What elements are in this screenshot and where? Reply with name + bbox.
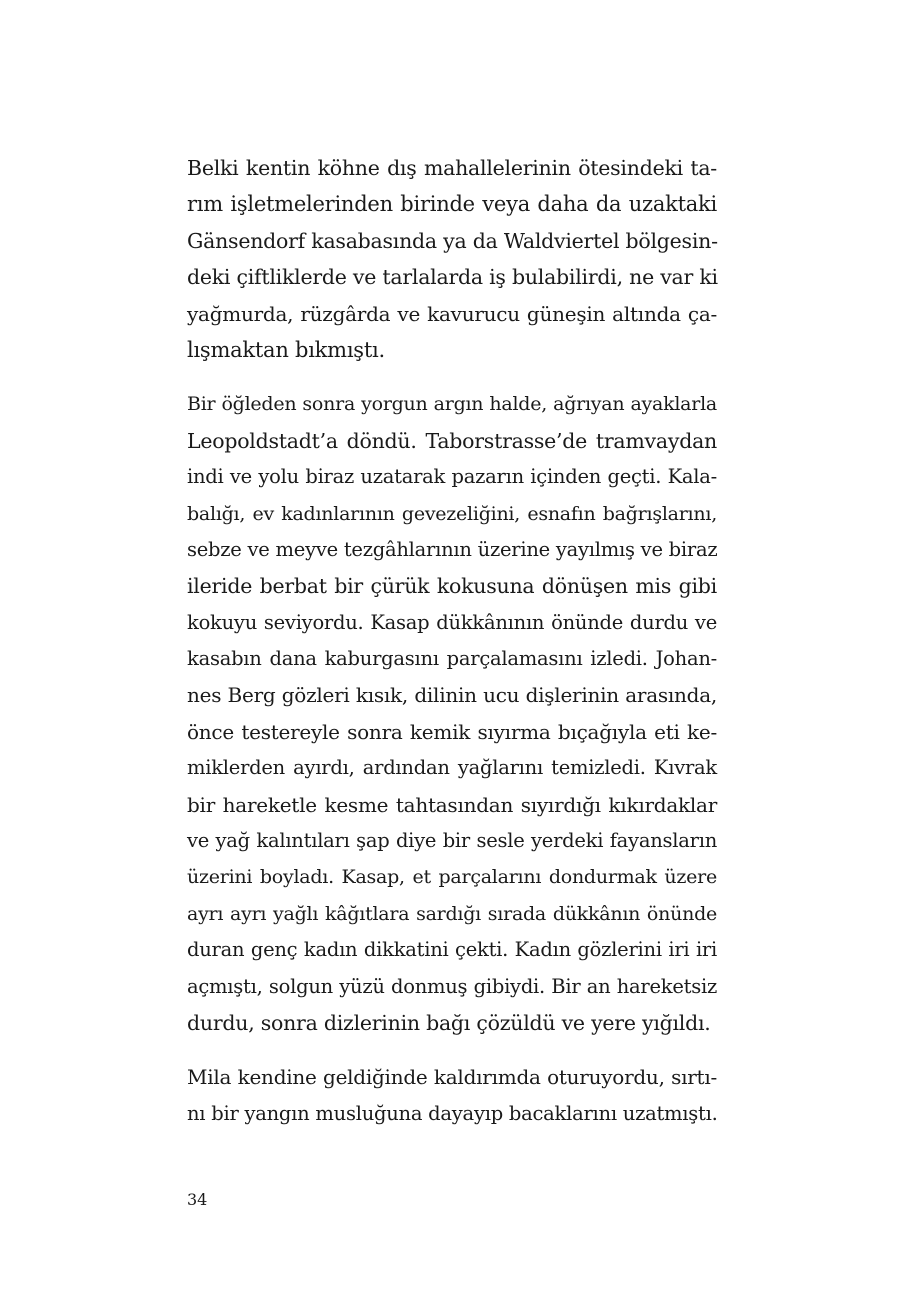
text-line: nı bir yangın musluğuna dayayıp bacaklarını uzatmıştı. (187, 1101, 718, 1125)
text-line: Belki kentin köhne dış mahallelerinin ötesindeki ta- (187, 156, 717, 180)
text-line: kasabın dana kaburgasını parçalamasını izledi. Johan- (187, 647, 717, 671)
text-line: üzerini boyladı. Kasap, et parçalarını dondurmak üzere (187, 866, 717, 889)
text-line: önce testereyle sonra kemik sıyırma bıçağıyla eti ke- (187, 719, 717, 744)
text-line: yağmurda, rüzgârda ve kavurucu güneşin altında ça- (187, 301, 717, 326)
text-line: açmıştı, solgun yüzü donmuş gibiydi. Bir an hareketsiz (187, 974, 717, 998)
text-line: Leopoldstadt’a döndü. Taborstrasse’de tramvaydan (187, 428, 717, 453)
text-line: sebze ve meyve tezgâhlarının üzerine yayılmış ve biraz (187, 537, 718, 561)
text-line: nes Berg gözleri kısık, dilinin ucu dişlerinin arasında, (187, 683, 717, 708)
text-line: ileride berbat bir çürük kokusuna dönüşen mis gibi (187, 574, 717, 599)
paragraph-2 (187, 386, 717, 1041)
text-line: miklerden ayırdı, ardından yağlarını temizledi. Kıvrak (187, 756, 717, 780)
text-line: ve yağ kalıntıları şap diye bir sesle yerdeki fayansların (187, 829, 717, 853)
text-line: lışmaktan bıkmıştı. (187, 337, 385, 362)
body-text (187, 150, 717, 1150)
page-number: 34 (187, 1190, 208, 1209)
text-line: Gänsendorf kasabasında ya da Waldviertel bölgesin- (187, 228, 718, 253)
text-line: Mila kendine geldiğinde kaldırımda oturuyordu, sırtı- (187, 1065, 717, 1090)
text-line: kokuyu seviyordu. Kasap dükkânının önünde durdu ve (187, 610, 717, 634)
paragraph-3 (187, 1059, 717, 1132)
paragraph-1 (187, 150, 717, 368)
text-line: ayrı ayrı yağlı kâğıtlara sardığı sırada dükkânın önünde (187, 902, 717, 925)
text-line: bir hareketle kesme tahtasından sıyırdığı kıkırdaklar (187, 792, 717, 817)
text-line: deki çiftliklerde ve tarlalarda iş bulabilirdi, ne var ki (187, 265, 718, 290)
text-line: duran genç kadın dikkatini çekti. Kadın gözlerini iri iri (187, 938, 717, 962)
text-line: Bir öğleden sonra yorgun argın halde, ağrıyan ayaklarla (187, 393, 717, 416)
text-line: durdu, sonra dizlerinin bağı çözüldü ve yere yığıldı. (187, 1010, 711, 1035)
text-line: rım işletmelerinden birinde veya daha da uzaktaki (187, 192, 717, 217)
text-line: indi ve yolu biraz uzatarak pazarın içinden geçti. Kala- (187, 465, 717, 489)
text-line: balığı, ev kadınlarının gevezeliğini, esnafın bağrışlarını, (187, 502, 717, 525)
